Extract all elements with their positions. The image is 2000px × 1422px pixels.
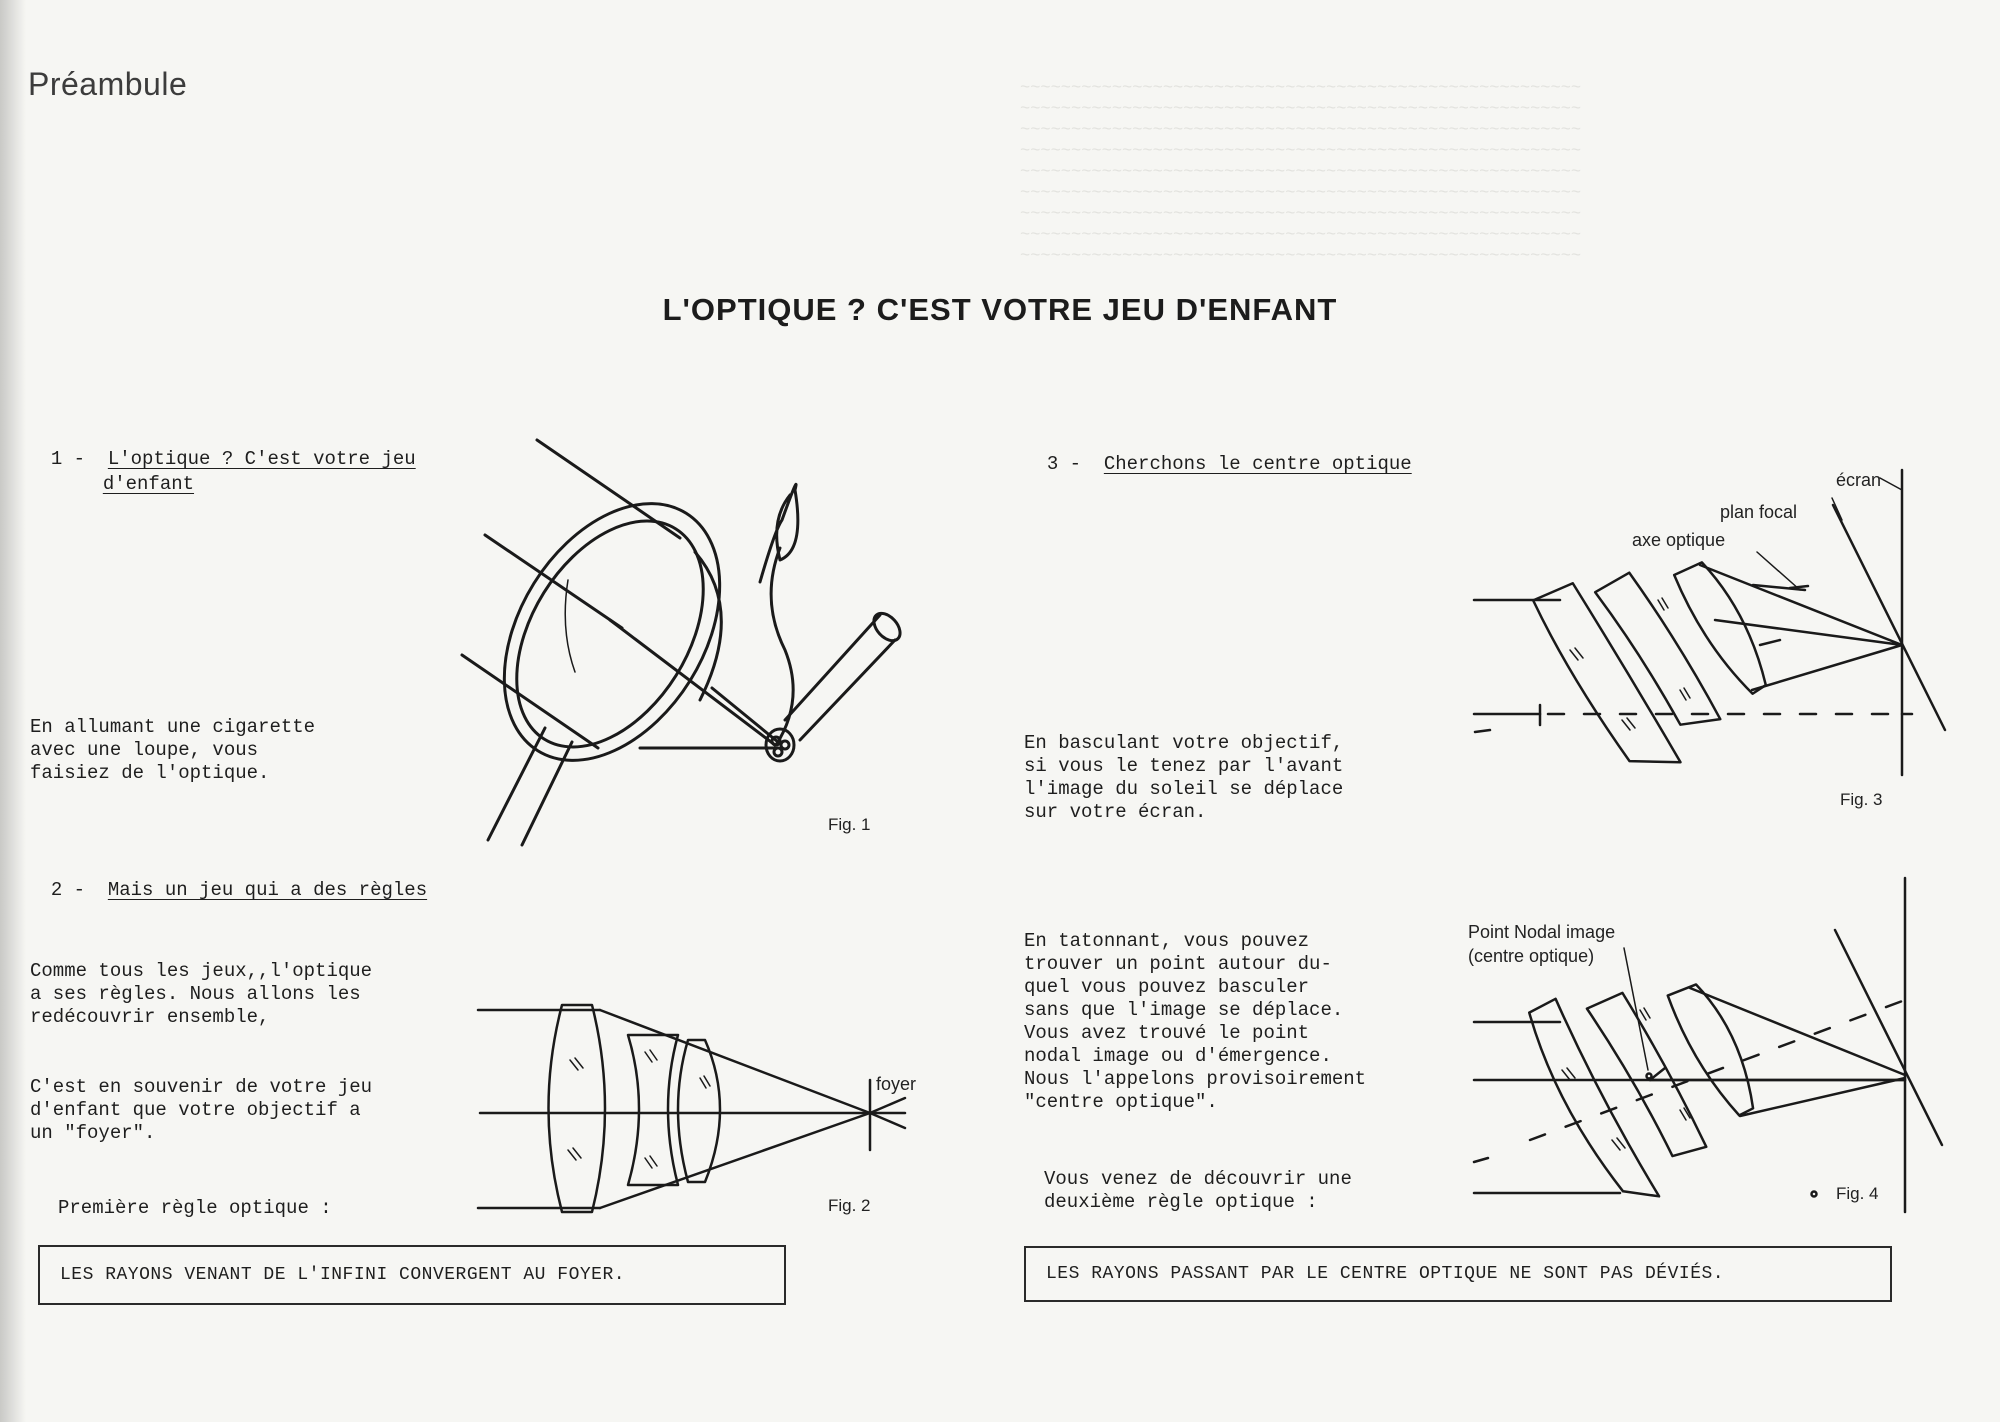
fig4-annotation-line1: Point Nodal image	[1468, 922, 1616, 942]
fig4-annotation-line2: (centre optique)	[1468, 946, 1595, 966]
section3-heading-text: Cherchons le centre optique	[1103, 453, 1412, 475]
first-rule-text: LES RAYONS VENANT DE L'INFINI CONVERGENT AU FOYER.	[60, 1265, 626, 1285]
section2-number: 2 -	[50, 879, 86, 901]
bleed-through-text: ~~~~~~~~~~~~~~~~~~~~~~~~~~~~~~~~~~~~~~~~~~~~~~~~~~~~~~~ ~~~~~~~~~~~~~~~~~~~~~~~~~~~~~~~~~~~~~~~~~~~~~~~~~~~~~~~ ~~~~~~~~~~~~~~~~~~~~~~~~~~~~~~~~~~~~~~~~~~~~~~~~~~~~~~~ ~~~~~~~~~~~~~~~~~~~~~~~~~~~~~~~~~~~~~~~~~~~~~~~~~~~~~~~ ~~~~~~~~~~~~~~~~~~~~~~~~~~~~~~~~~~~~~~~~~~~~~~~~~~~~~~~ ~~~~~~~~~~~~~~~~~~~~~~~~~~~~~~~~~~~~~~~~~~~~~~~~~~~~~~~ ~~~~~~~~~~~~~~~~~~~~~~~~~~~~~~~~~~~~~~~~~~~~~~~~~~~~~~~ ~~~~~~~~~~~~~~~~~~~~~~~~~~~~~~~~~~~~~~~~~~~~~~~~~~~~~~~ ~~~~~~~~~~~~~~~~~~~~~~~~~~~~~~~~~~~~~~~~~~~~~~~~~~~~~~~	[1020, 79, 1582, 266]
fig3-annotation-axe-optique: axe optique	[1632, 530, 1726, 550]
section1-heading-line2: d'enfant	[102, 473, 195, 495]
section1-number: 1 -	[50, 448, 86, 470]
figure-1-label: Fig. 1	[828, 815, 871, 834]
section2-body1: Comme tous les jeux,,l'optique a ses règles. Nous allons les redécouvrir ensemble,	[30, 960, 373, 1028]
section2-body2: C'est en souvenir de votre jeu d'enfant que votre objectif a un "foyer".	[30, 1076, 373, 1144]
section1-heading-line1: L'optique ? C'est votre jeu	[107, 448, 416, 470]
foyer-label: foyer	[876, 1074, 917, 1094]
section3-number: 3 -	[1046, 453, 1082, 475]
section2-heading-text: Mais un jeu qui a des règles	[107, 879, 428, 901]
figure-2-label: Fig. 2	[828, 1196, 871, 1215]
section1-body: En allumant une cigarette avec une loupe, vous faisiez de l'optique.	[30, 716, 316, 784]
section3-rule-intro: Vous venez de découvrir une deuxième règle optique :	[1044, 1168, 1352, 1213]
fig3-annotation-plan-focal: plan focal	[1720, 502, 1798, 522]
figure-3-label: Fig. 3	[1840, 790, 1883, 809]
section3-body1: En basculant votre objectif, si vous le tenez par l'avant l'image du soleil se déplace sur votre écran.	[1024, 732, 1344, 823]
section2-rule-intro: Première règle optique :	[58, 1197, 332, 1219]
figure-4-label: Fig. 4	[1836, 1184, 1879, 1203]
second-rule-text: LES RAYONS PASSANT PAR LE CENTRE OPTIQUE NE SONT PAS DÉVIÉS.	[1046, 1264, 1725, 1284]
fig3-annotation-ecran: écran	[1836, 470, 1882, 490]
section3-body2: En tatonnant, vous pouvez trouver un point autour du- quel vous pouvez basculer sans que l'image se déplace. Vous avez trouvé le point nodal image ou d'émergence. Nous l'appelons provisoirement "centre optique".	[1024, 930, 1367, 1113]
page-title: L'OPTIQUE ? C'EST VOTRE JEU D'ENFANT	[662, 292, 1338, 327]
section-header: Préambule	[28, 66, 188, 102]
second-rule-box	[1024, 1246, 1892, 1302]
